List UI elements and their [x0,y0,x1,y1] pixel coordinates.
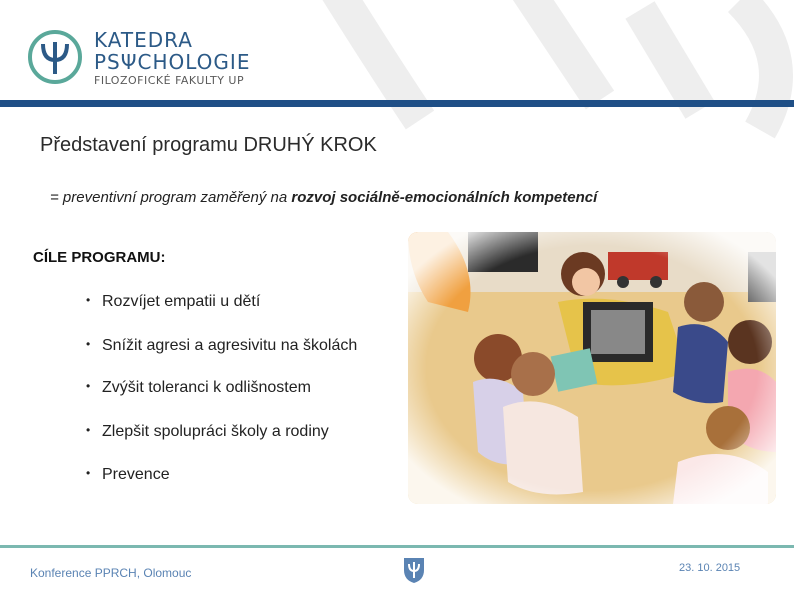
children-reading-photo [408,232,776,504]
logo-text-faculty: FILOZOFICKÉ FAKULTY UP [94,74,245,87]
bullet-icon: • [86,423,91,437]
goal-item [86,423,329,441]
psi-logo-icon [28,30,82,84]
footer-conference: Konference PPRCH, Olomouc [30,566,192,580]
header-bar [0,100,794,107]
department-logo [28,28,258,90]
logo-text-katedra: KATEDRA [94,28,193,52]
bullet-icon: • [86,466,91,480]
bullet-icon: • [86,337,91,351]
goal-item [86,466,170,484]
logo-text-psychologie: PSΨCHOLOGIE [94,50,251,74]
goal-item [86,379,311,397]
slide-subtitle [50,189,597,206]
goal-text: Zlepšit spolupráci školy a rodiny [102,423,329,440]
goal-item [86,337,357,355]
footer-divider [0,545,794,548]
goal-item [86,293,260,311]
slide-title: Představení programu DRUHÝ KROK [40,134,377,156]
subtitle-emphasis: rozvoj sociálně-emocionálních kompetencí [291,189,598,206]
bullet-icon: • [86,293,91,307]
university-shield-icon [402,556,426,584]
goal-text: Rozvíjet empatii u dětí [102,293,261,310]
goals-heading: CÍLE PROGRAMU: [33,249,166,266]
goal-text: Prevence [102,466,170,483]
goal-text: Snížit agresi a agresivitu na školách [102,337,358,354]
bullet-icon: • [86,379,91,393]
subtitle-prefix: = preventivní program zaměřený na [50,189,292,206]
goal-text: Zvýšit toleranci k odlišnostem [102,379,311,396]
footer-date: 23. 10. 2015 [679,562,741,574]
